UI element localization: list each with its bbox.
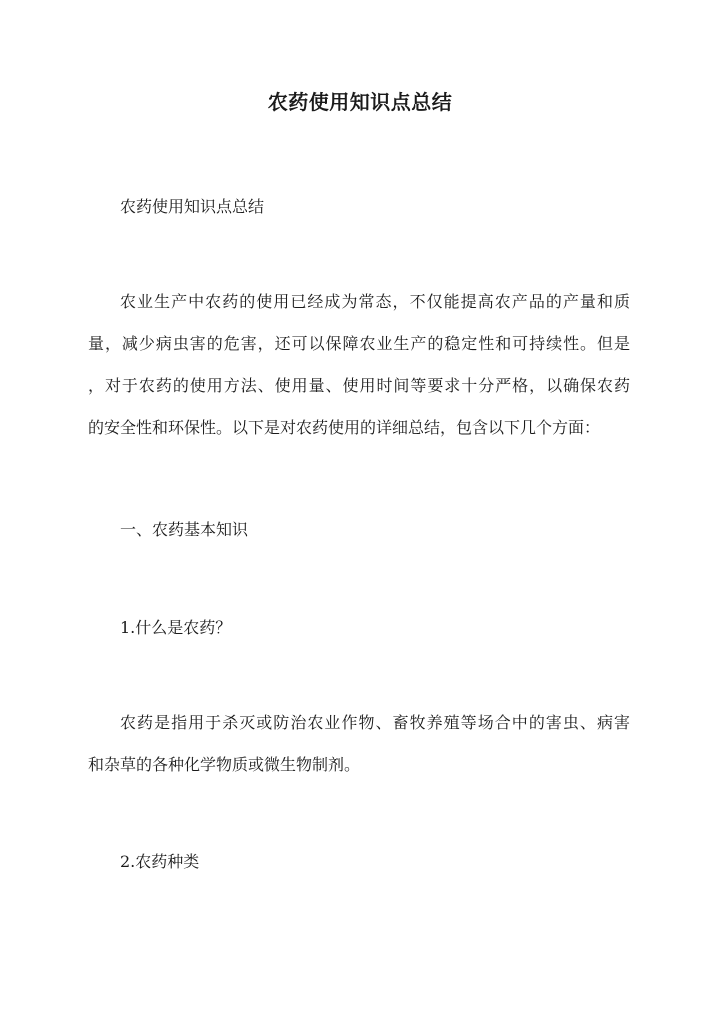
- document-title: 农药使用知识点总结: [267, 90, 453, 114]
- intro-line-2: 量，减少病虫害的危害，还可以保障农业生产的稳定性和可持续性。但是: [88, 334, 630, 353]
- intro-line-4: 的安全性和环保性。以下是对农药使用的详细总结，包含以下几个方面：: [88, 418, 601, 437]
- subsection-heading-2: 2.农药种类: [120, 852, 200, 871]
- definition-line-2: 和杂草的各种化学物质或微生物制剂。: [88, 755, 361, 774]
- intro-line-1: 农业生产中农药的使用已经成为常态，不仅能提高农产品的产量和质: [120, 292, 630, 311]
- intro-line-3: ，对于农药的使用方法、使用量、使用时间等要求十分严格，以确保农药: [88, 376, 630, 395]
- document-subtitle: 农药使用知识点总结: [120, 197, 265, 216]
- subsection-heading-1: 1.什么是农药？: [120, 618, 232, 637]
- section-heading: 一、农药基本知识: [120, 520, 249, 539]
- definition-line-1: 农药是指用于杀灭或防治农业作物、畜牧养殖等场合中的害虫、病害: [120, 713, 630, 732]
